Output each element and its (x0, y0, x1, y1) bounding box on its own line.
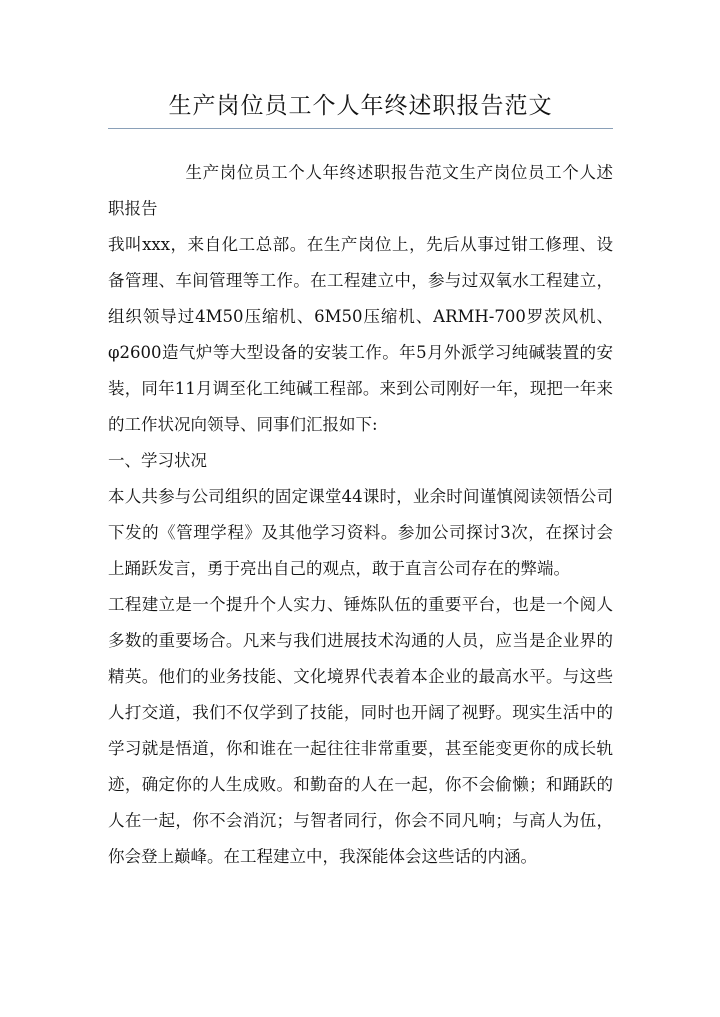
intro-paragraph: 生产岗位员工个人年终述职报告范文生产岗位员工个人述职报告 (108, 163, 613, 218)
section-heading-study: 一、学习状况 (108, 451, 207, 470)
project-learning-paragraph: 工程建立是一个提升个人实力、锤炼队伍的重要平台，也是一个阅人多数的重要场合。凡来与我们进展技术沟通的人员，应当是企业界的精英。他们的业务技能、文化境界代表着本企业的最高水平。与这些人打交道，我们不仅学到了技能，同时也开阔了视野。现实生活中的学习就是悟道，你和谁在一起往往非常重要，甚至能变更你的成长轨迹，确定你的人生成败。和勤奋的人在一起，你不会偷懒；和踊跃的人在一起，你不会消沉；与智者同行，你会不同凡响；与高人为伍，你会登上巅峰。在工程建立中，我深能体会这些话的内涵。 (108, 595, 613, 866)
self-introduction-paragraph: 我叫xxx，来自化工总部。在生产岗位上，先后从事过钳工修理、设备管理、车间管理等工作。在工程建立中，参与过双氧水工程建立，组织领导过4M50压缩机、6M50压缩机、ARMH-700罗茨风机、φ2600造气炉等大型设备的安装工作。年5月外派学习纯碱装置的安装，同年11月调至化工纯碱工程部。来到公司刚好一年，现把一年来的工作状况向领导、同事们汇报如下: (108, 235, 613, 434)
document-body (108, 155, 613, 875)
title-divider (108, 128, 613, 129)
study-paragraph: 本人共参与公司组织的固定课堂44课时，业余时间谨慎阅读领悟公司下发的《管理学程》及其他学习资料。参加公司探讨3次，在探讨会上踊跃发言，勇于亮出自己的观点，敢于直言公司存在的弊端。 (108, 487, 613, 578)
page-title: 生产岗位员工个人年终述职报告范文 (168, 93, 553, 119)
